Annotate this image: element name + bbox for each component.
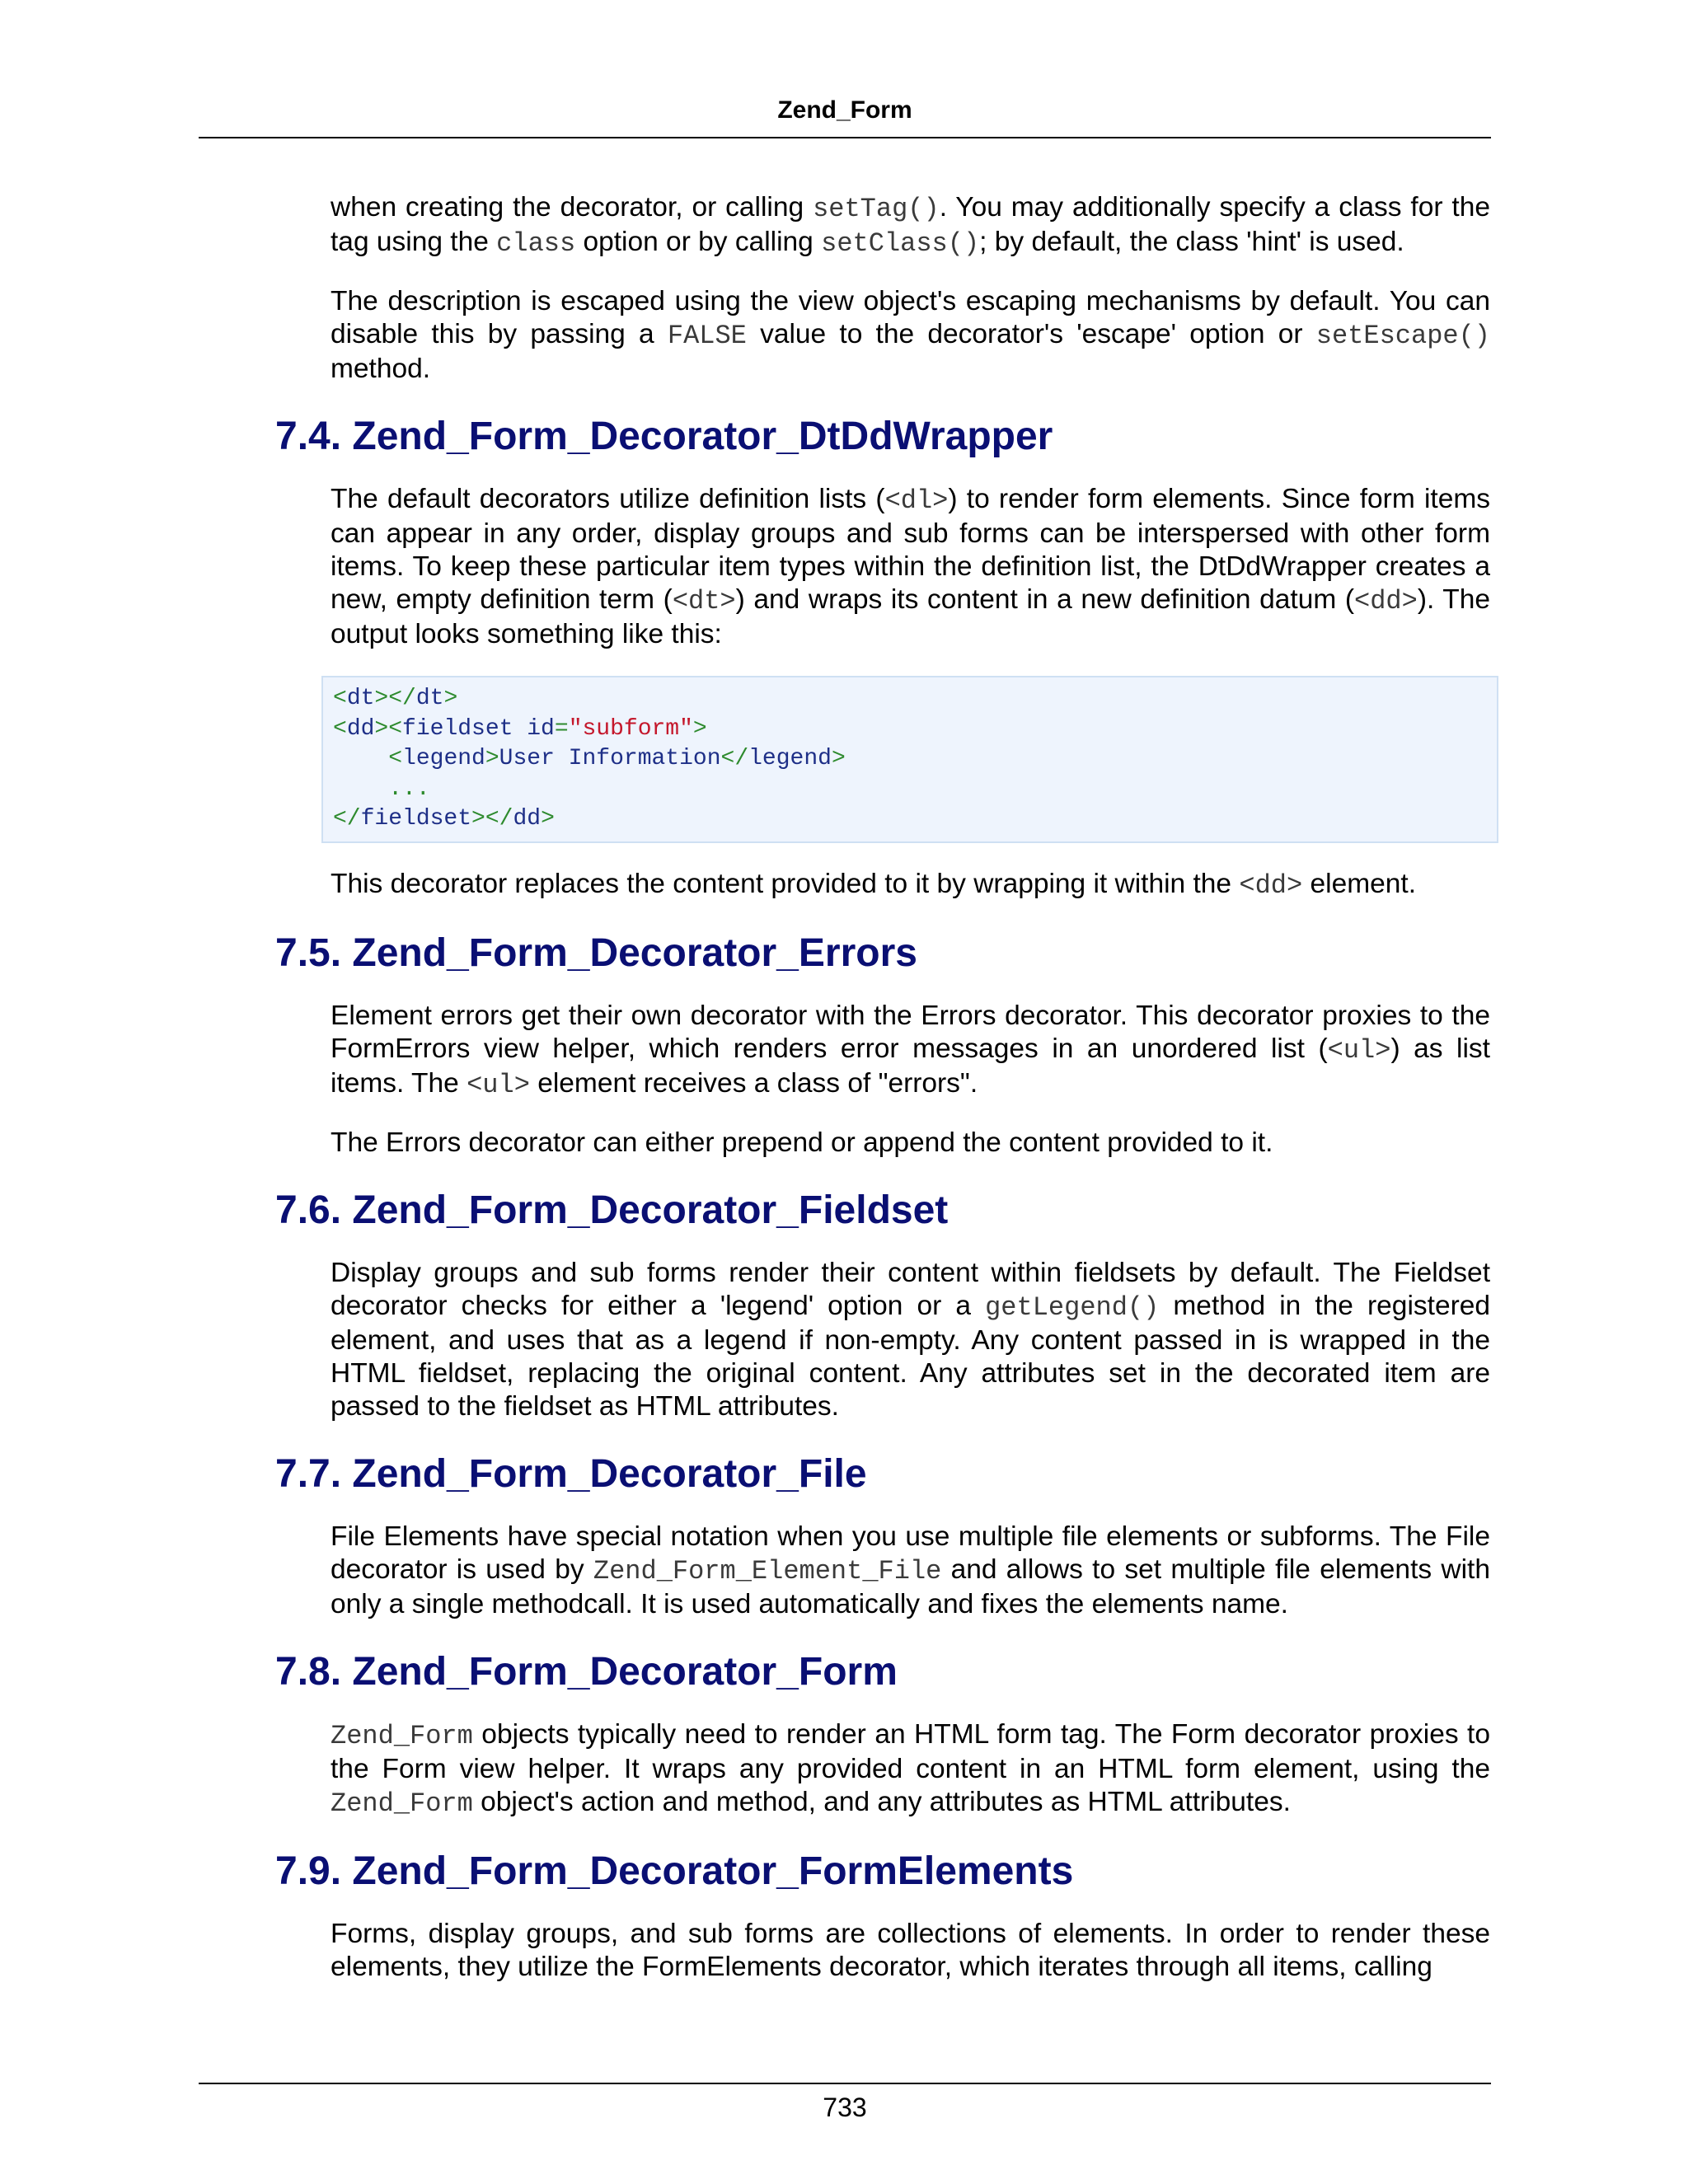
inline-code: setEscape() — [1315, 321, 1490, 351]
code-token: id — [513, 715, 555, 742]
code-token: fieldset — [402, 715, 513, 742]
text: object's action and method, and any attributes as HTML attributes. — [472, 1787, 1291, 1817]
text: element receives a class of "errors". — [529, 1068, 978, 1099]
errors-paragraph-2: The Errors decorator can either prepend or append the content provided to it. — [331, 1127, 1273, 1158]
formelements-paragraph-1: Forms, display groups, and sub forms are collections of elements. In order to render these elements, they utilize the FormElements decorator, which iterates through all items, calling — [331, 1919, 1490, 1982]
text: File Elements have special notation when you use multiple file elements or subforms. The File decorator is used by — [331, 1521, 1490, 1585]
code-token: dd — [513, 806, 542, 832]
inline-code: <ul> — [467, 1070, 530, 1100]
code-token: User Information — [499, 746, 721, 771]
inline-code: <dd> — [1239, 870, 1303, 901]
text: ) as list items. The — [331, 1033, 1490, 1099]
inline-code: Zend_Form — [331, 1788, 473, 1819]
code-token: < — [333, 715, 347, 742]
section-heading-fieldset: 7.6. Zend_Form_Decorator_Fieldset — [275, 1188, 949, 1232]
code-token: > — [541, 806, 555, 832]
code-token: > — [831, 746, 846, 771]
code-line-5 — [333, 804, 1487, 835]
code-token: </ — [720, 746, 749, 771]
code-token: < — [333, 686, 347, 711]
text: This decorator replaces the content provided to it by wrapping it within the — [331, 869, 1240, 899]
inline-code: <ul> — [1327, 1035, 1391, 1066]
code-token: dd — [346, 715, 375, 742]
text: objects typically need to render an HTML form tag. The Form decorator proxies to the Form view helper. It wraps any provided content in an HTML form element, using the — [331, 1719, 1490, 1784]
inline-code: <dl> — [884, 485, 949, 516]
inline-code: Zend_Form — [331, 1721, 473, 1751]
code-token: fieldset — [360, 806, 472, 832]
text: element. — [1302, 869, 1416, 899]
code-line-3 — [333, 744, 1487, 775]
text: ; by default, the class 'hint' is used. — [979, 227, 1404, 257]
text: and allows to set multiple file elements with only a single methodcall. It is used automatically and fixes the elements name. — [331, 1554, 1490, 1619]
code-token: > — [443, 686, 458, 711]
inline-code: setTag() — [813, 194, 940, 224]
code-token: ></ — [471, 806, 513, 832]
code-token: dt — [346, 686, 375, 711]
text: Display groups and sub forms render their content within fieldsets by default. The Fieldset decorator checks for either a 'legend' option or a — [331, 1258, 1490, 1321]
text: method in the registered element, and uses that as a legend if non-empty. Any content passed in is wrapped in the HTML fieldset, replacing the original content. Any attributes set in the decorated item are passed to the fieldset as HTML attributes. — [331, 1291, 1490, 1422]
intro-paragraph-2 — [331, 285, 1490, 386]
code-token: = — [554, 715, 569, 742]
text: Element errors get their own decorator with the Errors decorator. This decorator proxies to the FormErrors view helper, which renders error messages in an unordered list ( — [331, 1001, 1490, 1064]
code-token: > — [692, 715, 707, 742]
inline-code: <dd> — [1354, 586, 1418, 616]
form-paragraph-1 — [331, 1718, 1490, 1821]
text: . You may additionally specify a class for the tag using the — [331, 192, 1491, 257]
text: option or by calling — [575, 227, 822, 257]
code-example — [321, 676, 1498, 843]
errors-paragraph-1 — [331, 1000, 1490, 1102]
section-heading-errors: 7.5. Zend_Form_Decorator_Errors — [275, 931, 917, 975]
code-token: dt — [415, 686, 444, 711]
code-token: legend — [748, 746, 832, 771]
section-heading-formelements: 7.9. Zend_Form_Decorator_FormElements — [275, 1849, 1074, 1893]
code-token: ></ — [374, 686, 416, 711]
text: ) and wraps its content in a new definition datum ( — [735, 584, 1354, 615]
file-paragraph-1 — [331, 1521, 1490, 1621]
header-rule — [199, 137, 1491, 138]
inline-code: getLegend() — [985, 1292, 1160, 1323]
code-token: >< — [374, 715, 403, 742]
fieldset-paragraph-1 — [331, 1257, 1490, 1423]
code-token: > — [485, 746, 499, 771]
running-header: Zend_Form — [777, 96, 912, 124]
text: ) to render form elements. Since form items can appear in any order, display groups and sub forms can be interspersed with other form items. To keep these particular item types within the definition list, the DtDdWrapper creates a new, empty definition term ( — [331, 484, 1490, 615]
code-token: legend — [402, 746, 485, 771]
text: method. — [331, 354, 431, 384]
inline-code: setClass() — [821, 228, 980, 259]
dtdd-paragraph-2 — [331, 868, 1490, 902]
code-token: < — [388, 746, 403, 771]
code-line-1 — [333, 684, 1487, 715]
text: when creating the decorator, or calling — [331, 192, 814, 223]
dtdd-paragraph-1 — [331, 483, 1490, 651]
text: The description is escaped using the view object's escaping mechanisms by default. You can disable this by passing a — [331, 286, 1490, 349]
section-heading-file: 7.7. Zend_Form_Decorator_File — [275, 1452, 867, 1496]
section-heading-dtddwrapper: 7.4. Zend_Form_Decorator_DtDdWrapper — [275, 415, 1053, 458]
inline-code: Zend_Form_Element_File — [593, 1556, 942, 1586]
code-line-2 — [333, 715, 1487, 745]
section-heading-form: 7.8. Zend_Form_Decorator_Form — [275, 1650, 898, 1694]
code-line-4: ... — [333, 776, 430, 802]
text: The default decorators utilize definition lists ( — [331, 484, 885, 514]
code-indent — [333, 746, 388, 771]
page-content — [0, 191, 1688, 1984]
inline-code: FALSE — [667, 321, 747, 351]
inline-code: class — [496, 228, 576, 259]
intro-paragraph-1 — [331, 191, 1490, 260]
inline-code: <dt> — [672, 586, 736, 616]
code-token: "subform" — [568, 715, 693, 742]
text: value to the decorator's 'escape' option or — [746, 319, 1316, 349]
text: ). The output looks something like this: — [331, 584, 1490, 649]
code-token: </ — [333, 806, 361, 832]
page-number: 733 — [823, 2093, 867, 2122]
footer-rule — [199, 2083, 1491, 2084]
